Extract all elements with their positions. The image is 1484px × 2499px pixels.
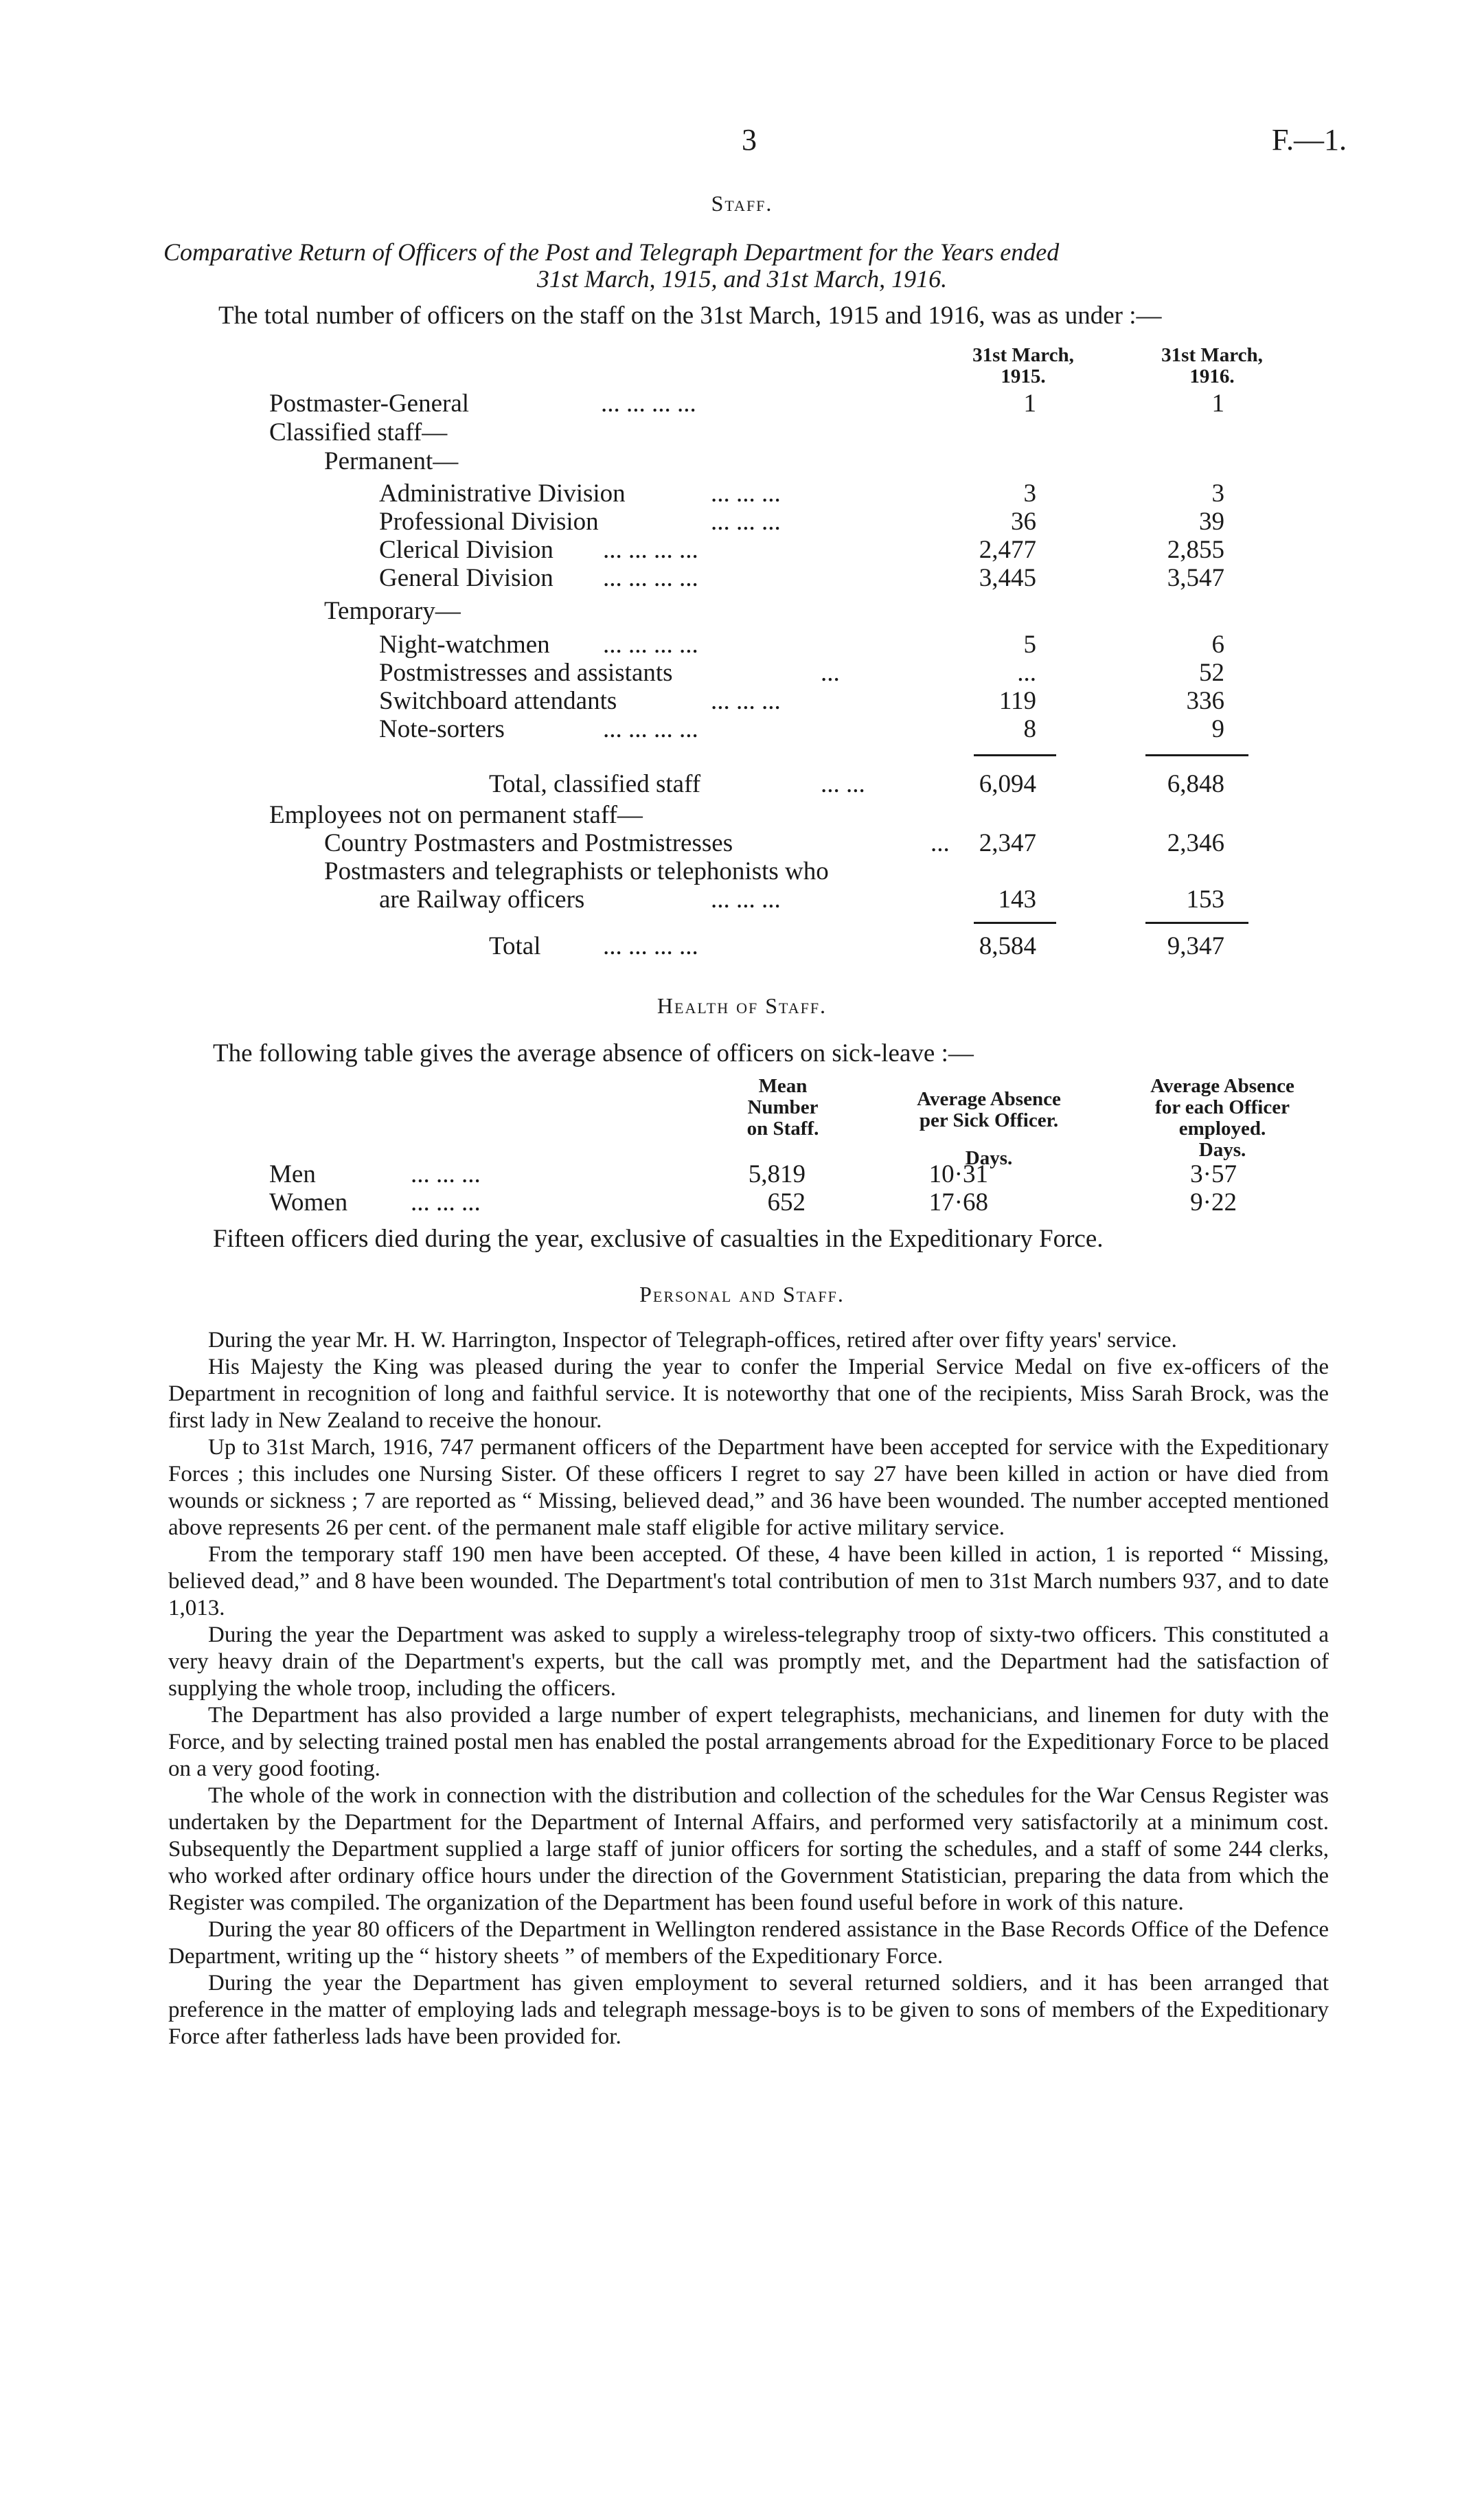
table-row	[0, 1188, 1484, 1218]
paragraph: During the year the Department was asked to supply a wireless-telegraphy troop of sixty-two officers. This constituted a very heavy drain of the Department's experts, but the call was promptly met, and the Department had the satisfaction of supplying the whole troop, including the officers.	[168, 1622, 1329, 1701]
table-row	[0, 535, 1484, 565]
row-label: are Railway officers	[379, 885, 585, 914]
row-label: Total, classified staff	[489, 770, 701, 798]
table-row	[0, 658, 1484, 688]
value-1916: 3	[1211, 479, 1224, 508]
row-label: Classified staff—	[269, 418, 448, 446]
rule-1916-total	[1145, 922, 1248, 924]
personal-heading: Personal and Staff.	[639, 1282, 845, 1307]
paragraph: From the temporary staff 190 men have been accepted. Of these, 4 have been killed in action, 1 is reported “ Missing, believed dead,” and 8 have been wounded. The Department's total contribution of men to 31st March numbers 937, and to date 1,013.	[168, 1542, 1329, 1620]
staff-subtitle-line2: 31st March, 1915, and 31st March, 1916.	[536, 265, 948, 293]
paragraph: During the year the Department has given employment to several returned soldiers, and it has been arranged that preference in the matter of employing lads and telegraph message-boys is to be given to sons of members of the Expeditionary Force after fatherless lads have been provided for.	[168, 1971, 1329, 2049]
value-1916: 52	[1199, 659, 1224, 687]
mean-number: 5,819	[748, 1160, 806, 1188]
rule-1915-subtotal	[974, 754, 1056, 756]
value-1916: 9,347	[1167, 932, 1224, 960]
row-label: Employees not on permanent staff—	[269, 801, 643, 829]
row-label: Permanent—	[324, 447, 459, 475]
leader-dots: ... ... ... ...	[603, 932, 698, 960]
row-label: Women	[269, 1188, 348, 1217]
row-label: Total	[489, 932, 541, 960]
value-1915: 6,094	[979, 770, 1036, 798]
table-row	[0, 389, 1484, 419]
table-row	[0, 828, 1484, 859]
document-reference: F.—1.	[1272, 123, 1347, 157]
leader-dots: ... ... ...	[411, 1188, 481, 1217]
table-row	[0, 507, 1484, 537]
leader-dots: ... ... ... ...	[603, 536, 698, 564]
paragraph: During the year 80 officers of the Department in Wellington rendered assistance in the Base Records Office of the Defence Department, writing up the “ history sheets ” of members of the Expeditionary Force.	[168, 1917, 1329, 1969]
col-heading-1916: 31st March, 1916.	[1161, 344, 1263, 387]
health-intro: The following table gives the average absence of officers on sick-leave :—	[213, 1039, 974, 1067]
page-number: 3	[742, 123, 757, 157]
col-heading-1915: 31st March, 1915.	[972, 344, 1074, 387]
personal-body	[168, 1327, 1329, 2050]
value-1916: 6	[1211, 631, 1224, 659]
value-1916: 153	[1186, 885, 1224, 914]
value-1915: 3	[1023, 479, 1036, 508]
value-1915: 8,584	[979, 932, 1036, 960]
table-row	[0, 857, 1484, 887]
value-1916: 9	[1211, 715, 1224, 743]
value-1915: 5	[1023, 631, 1036, 659]
table-row-grand-total	[0, 931, 1484, 962]
leader-dots: ... ... ...	[711, 687, 781, 715]
row-label: Temporary—	[324, 597, 461, 625]
health-col-per-officer: Average Absence for each Officer employed. Days.	[1150, 1075, 1294, 1161]
row-label: Note-sorters	[379, 715, 505, 743]
mean-number: 652	[767, 1188, 806, 1217]
paragraph: The whole of the work in connection with the distribution and collection of the schedules for the War Census Register was undertaken by the Department for the Department of Internal Affairs, and performed very satisfactorily at a minimum cost. Subsequently the Department supplied a large staff of junior officers for sorting the schedules, and a staff of some 244 clerks, who worked after ordinary office hours under the direction of the Government Statistician, preparing the data from which the Register was compiled. The organization of the Department has been found useful before in work of this nature.	[168, 1783, 1329, 1915]
table-row	[0, 885, 1484, 915]
staff-intro: The total number of officers on the staff on the 31st March, 1915 and 1916, was as under :—	[218, 302, 1162, 330]
health-heading: Health of Staff.	[657, 993, 827, 1018]
row-label: General Division	[379, 564, 553, 592]
value-1915: 36	[1011, 508, 1036, 536]
health-col-per-sick: Average Absence per Sick Officer. Days.	[917, 1088, 1061, 1169]
leader-dots: ... ... ...	[711, 508, 781, 536]
health-note: Fifteen officers died during the year, exclusive of casualties in the Expeditionary Force.	[213, 1225, 1104, 1253]
table-row	[0, 1160, 1484, 1190]
paragraph: The Department has also provided a large number of expert telegraphists, mechanicians, and linemen for duty with the Force, and by selecting trained postal men has enabled the postal arrangements abroad for the Expeditionary Force to be placed on a very good footing.	[168, 1703, 1329, 1781]
value-1915: 2,347	[979, 829, 1036, 857]
row-label: Administrative Division	[379, 479, 626, 508]
paragraph: Up to 31st March, 1916, 747 permanent officers of the Department have been accepted for service with the Expeditionary Forces ; this includes one Nursing Sister. Of these officers I regret to say 27 have been killed in action or have died from wounds or sickness ; 7 are reported as “ Missing, believed dead,” and 36 have been wounded. The number accepted mentioned above represents 26 per cent. of the permanent male staff eligible for active military service.	[168, 1435, 1329, 1540]
leader-dots: ... ... ... ...	[603, 564, 698, 592]
row-label: Country Postmasters and Postmistresses	[324, 829, 733, 857]
rule-1916-subtotal	[1145, 754, 1248, 756]
value-1915: 119	[998, 687, 1036, 715]
row-label: Professional Division	[379, 508, 599, 536]
leader-dots: ... ... ... ...	[603, 715, 698, 743]
row-label: Clerical Division	[379, 536, 553, 564]
table-row	[0, 630, 1484, 660]
row-label: Postmistresses and assistants	[379, 659, 673, 687]
value-1916: 2,346	[1167, 829, 1224, 857]
staff-subtitle-line1: Comparative Return of Officers of the Post and Telegraph Department for the Years ended	[163, 238, 1060, 266]
row-label: Men	[269, 1160, 316, 1188]
leader-dots: ...	[931, 829, 950, 857]
value-1915: 143	[998, 885, 1036, 914]
avg-per-sick: 17·68	[928, 1188, 988, 1217]
row-label: Switchboard attendants	[379, 687, 617, 715]
leader-dots: ... ... ... ...	[603, 631, 698, 659]
table-row	[0, 418, 1484, 448]
value-1915: 1	[1023, 389, 1036, 418]
rule-1915-total	[974, 922, 1056, 924]
staff-heading: Staff.	[711, 191, 773, 216]
value-1915: 3,445	[979, 564, 1036, 592]
leader-dots: ... ... ... ...	[601, 389, 696, 418]
row-label: Night-watchmen	[379, 631, 550, 659]
table-row	[0, 563, 1484, 593]
table-row	[0, 800, 1484, 830]
row-label: Postmaster-General	[269, 389, 470, 418]
avg-per-officer: 3·57	[1190, 1160, 1237, 1188]
leader-dots: ...	[821, 659, 840, 687]
table-row	[0, 479, 1484, 509]
leader-dots: ... ... ...	[411, 1160, 481, 1188]
paragraph: During the year Mr. H. W. Harrington, Inspector of Telegraph-offices, retired after over fifty years' service.	[208, 1328, 1177, 1353]
row-label: Postmasters and telegraphists or telephonists who	[324, 857, 829, 885]
health-col-number: Mean Number on Staff.	[746, 1075, 819, 1140]
paragraph: His Majesty the King was pleased during the year to confer the Imperial Service Medal on five ex-officers of the Department in recognition of long and faithful service. It is noteworthy that one of the recipients, Miss Sarah Brock, was the first lady in New Zealand to receive the honour.	[168, 1355, 1329, 1433]
value-1916: 39	[1199, 508, 1224, 536]
value-1916: 3,547	[1167, 564, 1224, 592]
value-1916: 2,855	[1167, 536, 1224, 564]
avg-per-sick: 10·31	[928, 1160, 988, 1188]
table-row-total-classified	[0, 769, 1484, 800]
leader-dots: ... ... ...	[711, 479, 781, 508]
table-row	[0, 596, 1484, 626]
table-row	[0, 446, 1484, 477]
value-1916: 6,848	[1167, 770, 1224, 798]
value-1916: 336	[1186, 687, 1224, 715]
table-row	[0, 714, 1484, 745]
leader-dots: ... ...	[821, 770, 865, 798]
leader-dots: ... ... ...	[711, 885, 781, 914]
value-1916: 1	[1211, 389, 1224, 418]
value-1915: 2,477	[979, 536, 1036, 564]
value-1915: 8	[1023, 715, 1036, 743]
avg-per-officer: 9·22	[1190, 1188, 1237, 1217]
table-row	[0, 686, 1484, 716]
value-1915: ...	[1017, 659, 1036, 687]
